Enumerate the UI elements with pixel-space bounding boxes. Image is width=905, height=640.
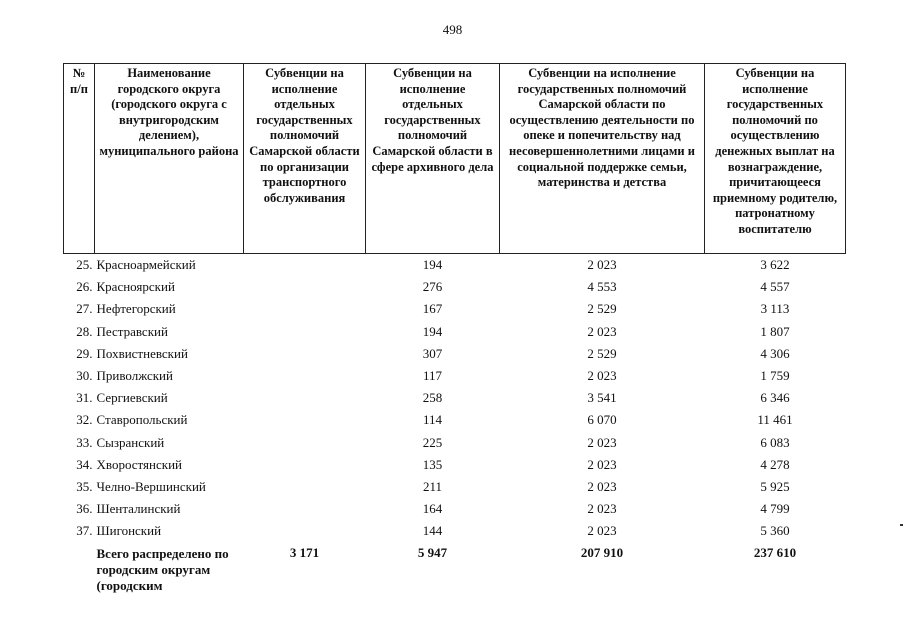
municipality-name: Челно-Вершинский [96, 478, 206, 494]
municipality-name: Красноярский [96, 279, 175, 295]
row-number: 28. [76, 323, 93, 339]
archive-value: 144 [422, 523, 443, 539]
total-transport: 3 171 [289, 545, 320, 561]
foster-value: 3 622 [760, 257, 790, 273]
municipality-name: Нефтегорский [96, 301, 176, 317]
municipality-name: Красноармейский [96, 257, 196, 273]
municipality-name: Пестравский [96, 323, 168, 339]
guardianship-value: 3 541 [587, 390, 617, 406]
transport-value [244, 298, 366, 320]
table-header-row [64, 64, 846, 254]
table-row [64, 454, 846, 476]
archive-value: 307 [422, 345, 443, 361]
transport-value [244, 343, 366, 365]
row-number: 29. [76, 345, 93, 361]
table-row [64, 476, 846, 498]
guardianship-value: 4 553 [587, 279, 617, 295]
archive-value: 276 [422, 279, 443, 295]
total-foster: 237 610 [753, 545, 797, 561]
guardianship-value: 2 023 [587, 523, 617, 539]
transport-value [244, 476, 366, 498]
row-number: 33. [76, 434, 93, 450]
total-archive: 5 947 [417, 545, 448, 561]
transport-value [244, 254, 366, 277]
archive-value: 114 [422, 412, 443, 428]
archive-value: 194 [422, 257, 443, 273]
archive-value: 164 [422, 501, 443, 517]
foster-value: 4 278 [760, 456, 790, 472]
table-row [64, 343, 846, 365]
header-row-number: № п/п [64, 64, 95, 254]
row-number: 37. [76, 523, 93, 539]
total-row [64, 542, 846, 594]
table-row [64, 321, 846, 343]
transport-value [244, 432, 366, 454]
archive-value: 117 [422, 368, 443, 384]
header-transport: Субвенции на исполнение отдельных государственных полномочий Самарской области по организации транспортного обслуживания [244, 64, 366, 254]
foster-value: 4 799 [760, 501, 790, 517]
guardianship-value: 6 070 [587, 412, 617, 428]
table-row [64, 387, 846, 409]
guardianship-value: 2 023 [587, 434, 617, 450]
table-row [64, 409, 846, 431]
header-municipality: Наименование городского округа (городского округа с внутригородским делением), муниципального района [95, 64, 244, 254]
foster-value: 4 306 [760, 345, 790, 361]
guardianship-value: 2 023 [587, 323, 617, 339]
row-number: 31. [76, 390, 93, 406]
table-row [64, 520, 846, 542]
table-row [64, 276, 846, 298]
row-number: 36. [76, 501, 93, 517]
row-number: 27. [76, 301, 93, 317]
total-num [64, 542, 95, 594]
foster-value: 5 925 [760, 478, 790, 494]
table-row [64, 432, 846, 454]
foster-value: 5 360 [760, 523, 790, 539]
row-number: 26. [76, 279, 93, 295]
header-foster-payments: Субвенции на исполнение государственных полномочий по осуществлению денежных выплат на вознаграждение, причитающееся приемному родителю, патронатному воспитателю [705, 64, 846, 254]
total-guardianship: 207 910 [580, 545, 624, 561]
total-label: Всего распределено по городским округам (городским [96, 546, 229, 594]
transport-value [244, 498, 366, 520]
transport-value [244, 387, 366, 409]
guardianship-value: 2 023 [587, 368, 617, 384]
municipality-name: Сызранский [96, 434, 165, 450]
transport-value [244, 365, 366, 387]
table-body [64, 254, 846, 595]
guardianship-value: 2 023 [587, 478, 617, 494]
foster-value: 3 113 [760, 301, 790, 317]
table-row [64, 498, 846, 520]
guardianship-value: 2 529 [587, 301, 617, 317]
subvention-table [63, 63, 846, 594]
scan-edge-mark [900, 524, 903, 526]
municipality-name: Похвистневский [96, 345, 188, 361]
foster-value: 4 557 [760, 279, 790, 295]
transport-value [244, 276, 366, 298]
transport-value [244, 454, 366, 476]
foster-value: 6 346 [760, 390, 790, 406]
archive-value: 225 [422, 434, 443, 450]
municipality-name: Шенталинский [96, 501, 181, 517]
foster-value: 11 461 [757, 412, 793, 428]
municipality-name: Ставропольский [96, 412, 188, 428]
guardianship-value: 2 529 [587, 345, 617, 361]
row-number: 35. [76, 478, 93, 494]
foster-value: 1 759 [760, 368, 790, 384]
archive-value: 194 [422, 323, 443, 339]
row-number: 25. [76, 257, 93, 273]
page-number: 498 [442, 22, 463, 37]
municipality-name: Сергиевский [96, 390, 168, 406]
row-number: 34. [76, 456, 93, 472]
archive-value: 258 [422, 390, 443, 406]
row-number: 30. [76, 368, 93, 384]
table-row [64, 254, 846, 277]
transport-value [244, 409, 366, 431]
transport-value [244, 321, 366, 343]
transport-value [244, 520, 366, 542]
municipality-name: Шигонский [96, 523, 162, 539]
guardianship-value: 2 023 [587, 456, 617, 472]
municipality-name: Приволжский [96, 368, 173, 384]
archive-value: 135 [422, 456, 443, 472]
archive-value: 167 [422, 301, 443, 317]
foster-value: 6 083 [760, 434, 790, 450]
municipality-name: Хворостянский [96, 456, 182, 472]
foster-value: 1 807 [760, 323, 790, 339]
header-archive: Субвенции на исполнение отдельных государственных полномочий Самарской области в сфере архивного дела [366, 64, 500, 254]
header-guardianship: Субвенции на исполнение государственных полномочий Самарской области по осуществлению деятельности по опеке и попечительству над несовершеннолетними лицами и социальной поддержке семьи, материнства и детства [500, 64, 705, 254]
table-row [64, 365, 846, 387]
row-number: 32. [76, 412, 93, 428]
guardianship-value: 2 023 [587, 501, 617, 517]
archive-value: 211 [422, 478, 443, 494]
table-row [64, 298, 846, 320]
guardianship-value: 2 023 [587, 257, 617, 273]
